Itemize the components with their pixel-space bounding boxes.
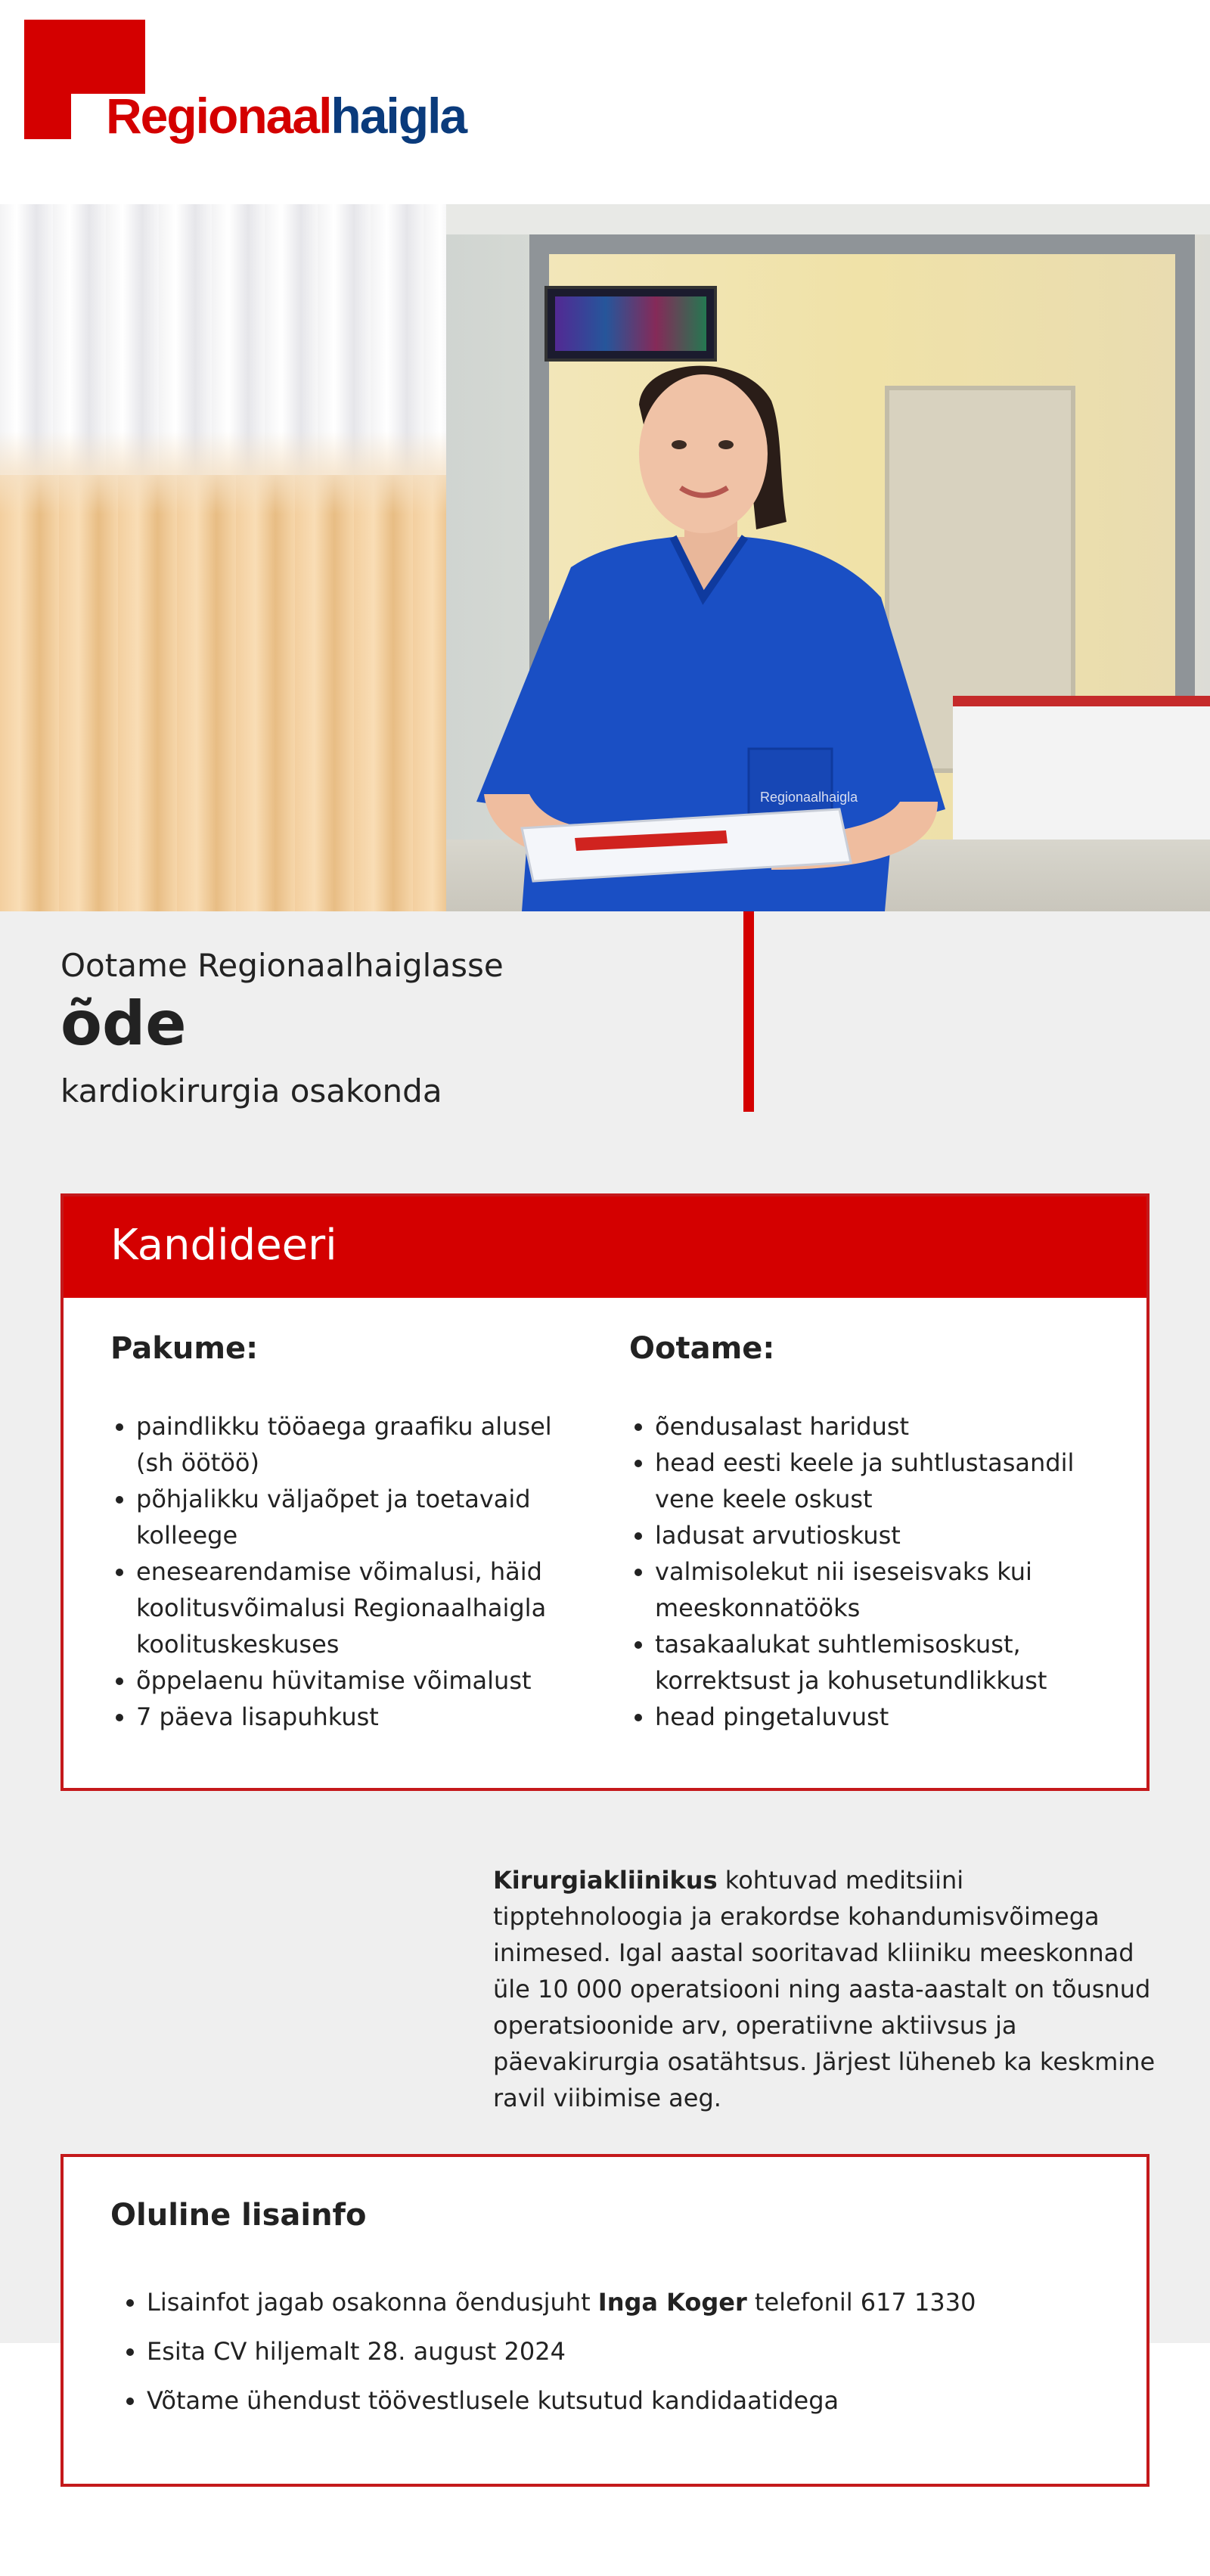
list-item: • tasakaalukat suhtlemisoskust, korrektsust ja kohusetundlikkust xyxy=(655,1626,1078,1699)
list-item: • 7 päeva lisapuhkust xyxy=(136,1699,560,1735)
apply-heading[interactable]: Kandideeri xyxy=(110,1221,337,1270)
info-list xyxy=(110,2284,1130,2432)
offer-list xyxy=(110,1408,560,1735)
contact-item xyxy=(147,2284,1130,2320)
list-item: • enesearendamise võimalusi, häid koolitusvõimalusi Regionaalhaigla koolituskeskuses xyxy=(136,1553,560,1662)
contact-text: Lisainfot jagab osakonna õendusjuht xyxy=(147,2288,598,2317)
svg-text:Regionaalhaigla: Regionaalhaigla xyxy=(760,790,858,805)
page-header xyxy=(0,0,1210,204)
intro-lead: Ootame Regionaalhaiglasse xyxy=(60,947,504,984)
contact-name: Inga Koger xyxy=(597,2288,747,2317)
list-item: • õendusalast haridust xyxy=(655,1408,1078,1445)
apply-card xyxy=(60,1193,1150,1791)
list-item: • head pingetaluvust xyxy=(655,1699,1078,1735)
list-item: • õppelaenu hüvitamise võimalust xyxy=(136,1662,560,1699)
clinic-name: Kirurgiakliinikus xyxy=(493,1866,718,1895)
expect-list xyxy=(629,1408,1078,1735)
list-item: • põhjalikku väljaõpet ja toetavaid kolleege xyxy=(136,1481,560,1553)
nurse-illustration xyxy=(0,204,1210,911)
accent-stripe xyxy=(743,911,754,1112)
note-item: • Võtame ühendust töövestlusele kutsutud kandidaatidega xyxy=(147,2382,1130,2419)
list-item: • paindlikku tööaega graafiku alusel (sh öötöö) xyxy=(136,1408,560,1481)
list-item: • ladusat arvutioskust xyxy=(655,1517,1078,1553)
logo-wordmark-red: Regionaal xyxy=(106,88,331,144)
regionaalhaigla-logo xyxy=(24,20,467,156)
info-card xyxy=(60,2154,1150,2487)
list-item: • head eesti keele ja suhtlustasandil vene keele oskust xyxy=(655,1445,1078,1517)
list-item: • valmisolekut nii iseseisvaks kui meeskonnatööks xyxy=(655,1553,1078,1626)
apply-header[interactable] xyxy=(64,1196,1146,1298)
expect-title: Ootame: xyxy=(629,1331,775,1366)
info-title: Oluline lisainfo xyxy=(110,2198,367,2233)
hero-photo xyxy=(0,204,1210,911)
department-subtitle: kardiokirurgia osakonda xyxy=(60,1072,442,1110)
logo-wordmark-blue: haigla xyxy=(330,88,467,144)
deadline-item: • Esita CV hiljemalt 28. august 2024 xyxy=(147,2333,1130,2370)
clinic-description xyxy=(493,1862,1159,2116)
page-title: õde xyxy=(60,989,187,1059)
clinic-text: kohtuvad meditsiini tipptehnoloogia ja erakordse kohandumisvõimega inimesed. Igal aastal sooritavad kliiniku meeskonnad üle 10 000 operatsiooni ning aasta-aastalt on tõusnud operatsioonide arv, operatiivne aktiivsus ja päevakirurgia osatähtsus. Järjest lüheneb ka keskmine ravil viibimise aeg. xyxy=(493,1866,1156,2112)
logo-wordmark xyxy=(106,88,467,144)
contact-phone: telefonil 617 1330 xyxy=(746,2288,976,2317)
offer-title: Pakume: xyxy=(110,1331,259,1366)
